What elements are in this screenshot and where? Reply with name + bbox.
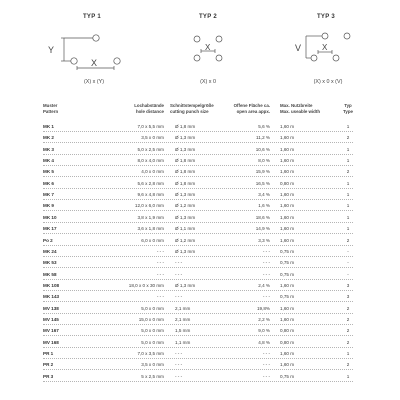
- cell-type: -: [347, 260, 349, 266]
- type-2-formula: (X) x 0: [200, 79, 216, 85]
- cell-width: 1,60 m: [280, 146, 295, 152]
- cell-type: 1: [346, 226, 350, 232]
- cell-area: 8,0 %: [258, 158, 270, 164]
- cell-area: 15,9 %: [255, 169, 270, 175]
- cell-distance: 3,8 x 1,9 mm: [137, 214, 164, 220]
- table-row: [0, 257, 400, 268]
- cell-model: MV 145: [43, 316, 59, 322]
- cell-area: - - -: [262, 294, 270, 300]
- cell-type: -: [347, 271, 349, 277]
- cell-width: 1,60 m: [280, 305, 295, 311]
- cell-punch: - - -: [175, 373, 183, 379]
- table-row: [0, 348, 400, 359]
- cell-punch: - - -: [175, 271, 183, 277]
- type-1-diagram: [44, 22, 136, 76]
- header-width: [280, 103, 320, 114]
- cell-type: 1: [346, 192, 350, 198]
- cell-type: 2: [346, 135, 350, 141]
- cell-width: 1,60 m: [280, 316, 295, 322]
- cell-type: 1: [346, 180, 350, 186]
- cell-punch: - - -: [175, 351, 183, 356]
- cell-type: 1: [346, 214, 350, 220]
- cell-width: 0,75 m: [280, 260, 295, 266]
- cell-distance: 5 x 2,5 mm: [141, 373, 164, 379]
- cell-width: 1,60 m: [280, 214, 295, 220]
- cell-distance: 3,6 x 1,8 mm: [137, 226, 164, 232]
- cell-type: 2: [346, 169, 350, 175]
- cell-punch: Ø 1,3 mm: [175, 192, 196, 198]
- cell-type: 2: [346, 316, 350, 322]
- type-1-label-x: X: [91, 58, 98, 68]
- cell-area: - - -: [262, 373, 270, 379]
- cell-width: 1,60 m: [280, 135, 295, 141]
- cell-distance: 6,0 x 0 mm: [141, 237, 164, 243]
- cell-model: MV 167: [43, 328, 59, 334]
- cell-punch: - - -: [175, 362, 183, 368]
- cell-punch: 1,1 mm: [175, 339, 191, 345]
- header-type-en: Type: [343, 108, 353, 114]
- table-row: [0, 337, 400, 348]
- type-3-diagram: [292, 22, 362, 76]
- cell-width: 0,80 m: [280, 339, 295, 345]
- type-2-label-x: X: [205, 43, 211, 52]
- cell-width: 0,75 m: [280, 373, 295, 379]
- cell-distance: 9,6 x 4,8 mm: [137, 192, 164, 198]
- cell-type: 2: [346, 339, 350, 345]
- cell-width: 0,75 m: [280, 248, 295, 254]
- cell-punch: 2,1 mm: [175, 305, 191, 311]
- cell-distance: 5,0 x 2,5 mm: [137, 146, 164, 152]
- cell-punch: Ø 1,8 mm: [175, 124, 196, 129]
- cell-area: 14,9 %: [255, 226, 270, 232]
- cell-punch: - - -: [175, 260, 183, 266]
- type-1-label-y: Y: [48, 45, 55, 55]
- cell-distance: 8,0 x 4,0 mm: [137, 158, 164, 164]
- cell-distance: 18,0 x 0 x 30 mm: [128, 282, 164, 288]
- cell-punch: Ø 1,8 mm: [175, 158, 196, 164]
- cell-type: 1: [346, 203, 350, 209]
- cell-model: MK 17: [43, 226, 57, 232]
- table-header: [0, 103, 400, 123]
- cell-area: 10,6 %: [255, 146, 270, 152]
- row-divider: [43, 381, 353, 382]
- cell-width: 0,80 m: [280, 328, 295, 334]
- cell-model: MK 58: [43, 271, 57, 277]
- type-3-label-x: X: [322, 43, 328, 52]
- cell-area: 3,4 %: [258, 192, 270, 198]
- cell-model: MK 143: [43, 294, 60, 300]
- table-row: [0, 189, 400, 200]
- header-model-en: Pattern: [43, 108, 59, 114]
- cell-model: MV 138: [43, 305, 59, 311]
- cell-model: Po 2: [43, 237, 53, 243]
- cell-distance: 4,0 x 0 mm: [141, 169, 164, 175]
- header-distance-en: hole distance: [135, 108, 164, 114]
- cell-width: 1,60 m: [280, 362, 295, 368]
- cell-model: MK 3: [43, 146, 54, 152]
- cell-area: 3,3 %: [258, 237, 270, 243]
- cell-width: 1,60 m: [280, 169, 295, 175]
- table-row: [0, 166, 400, 177]
- cell-width: 1,60 m: [280, 226, 295, 232]
- cell-width: 0,75 m: [280, 271, 295, 277]
- header-area-en: open area appx.: [236, 108, 270, 114]
- cell-area: 18,6 %: [255, 214, 270, 220]
- pattern-types: [0, 0, 400, 92]
- cell-width: 1,60 m: [280, 203, 295, 209]
- cell-width: 1,60 m: [280, 351, 295, 356]
- cell-punch: Ø 1,8 mm: [175, 169, 196, 175]
- cell-model: MK 4: [43, 158, 54, 164]
- cell-area: - - -: [262, 271, 270, 277]
- cell-model: PR 3: [43, 373, 54, 379]
- cell-area: - - -: [262, 362, 270, 368]
- cell-type: 3: [346, 282, 350, 288]
- cell-area: - - -: [262, 260, 270, 266]
- cell-punch: Ø 1,1 mm: [175, 226, 196, 232]
- type-3-title: TYP 3: [316, 14, 336, 20]
- cell-punch: 2,1 mm: [175, 316, 191, 322]
- cell-distance: 7,0 x 5,5 mm: [137, 124, 164, 129]
- cell-punch: - - -: [175, 294, 183, 300]
- type-3-formula: (X) x 0 x (V): [313, 79, 343, 85]
- header-area-de: Offene Fläche ca.: [233, 103, 270, 108]
- cell-punch: Ø 1,3 mm: [175, 146, 196, 152]
- cell-type: 3: [346, 294, 350, 300]
- cell-area: 16,5 %: [255, 180, 270, 186]
- cell-distance: - - -: [156, 260, 164, 266]
- cell-model: MK 7: [43, 192, 54, 198]
- table-row: [0, 144, 400, 155]
- cell-distance: 15,0 x 0 mm: [138, 316, 164, 322]
- cell-distance: 12,0 x 6,0 mm: [134, 203, 164, 209]
- table-row: [0, 314, 400, 325]
- cell-punch: Ø 1,3 mm: [175, 135, 196, 141]
- table-row: [0, 371, 400, 382]
- cell-area: 2,2 %: [258, 316, 270, 322]
- cell-type: 2: [346, 237, 350, 243]
- cell-width: 1,60 m: [280, 237, 295, 243]
- table-row: [0, 200, 400, 211]
- cell-width: 0,75 m: [280, 294, 295, 300]
- cell-width: 1,60 m: [280, 124, 295, 129]
- header-punch-de: Schnittstempelgröße: [170, 103, 214, 108]
- cell-type: 1: [346, 146, 350, 152]
- cell-model: MK 2: [43, 135, 54, 141]
- cell-model: MK 10: [43, 214, 57, 220]
- cell-punch: Ø 1,3 mm: [175, 282, 196, 288]
- cell-type: 2: [346, 328, 350, 334]
- cell-punch: Ø 1,2 mm: [175, 203, 196, 209]
- table-row: [0, 212, 400, 223]
- header-area: [234, 103, 270, 114]
- cell-type: 2: [346, 362, 350, 368]
- header-distance: [134, 103, 164, 114]
- cell-type: 1: [346, 373, 350, 379]
- cell-model: PR 1: [43, 351, 54, 356]
- cell-model: MK 108: [43, 282, 60, 288]
- header-width-en: Max. useable width: [280, 108, 321, 114]
- cell-distance: - - -: [156, 248, 164, 254]
- cell-type: 1: [346, 124, 350, 129]
- cell-distance: 5,0 x 0 mm: [141, 339, 164, 345]
- cell-model: PR 2: [43, 362, 54, 368]
- table-row: [0, 359, 400, 370]
- cell-area: 4,8 %: [258, 339, 270, 345]
- type-2-diagram: [182, 22, 234, 76]
- cell-distance: 7,0 x 3,5 mm: [137, 351, 164, 356]
- header-punch: [170, 103, 214, 114]
- cell-punch: Ø 1,2 mm: [175, 237, 196, 243]
- cell-distance: 3,5 x 0 mm: [141, 362, 164, 368]
- table-row: [0, 291, 400, 302]
- cell-model: MK 24: [43, 248, 57, 254]
- cell-distance: 5,0 x 0 mm: [141, 305, 164, 311]
- header-type-de: Typ: [344, 103, 352, 108]
- table-row: [0, 280, 400, 291]
- cell-width: 1,60 m: [280, 192, 295, 198]
- header-model: [43, 103, 58, 114]
- type-1-title: TYP 1: [82, 14, 102, 20]
- cell-model: MK 9: [43, 203, 54, 209]
- table-row: [0, 246, 400, 257]
- header-type: [340, 103, 356, 114]
- cell-distance: 5,0 x 0 mm: [141, 328, 164, 334]
- table-row: [0, 132, 400, 143]
- cell-model: MK 53: [43, 260, 57, 266]
- header-model-de: Muster: [43, 103, 58, 108]
- cell-punch: Ø 1,8 mm: [175, 180, 196, 186]
- cell-distance: - - -: [156, 271, 164, 277]
- cell-type: 1: [346, 158, 350, 164]
- header-punch-en: cutting punch size: [170, 108, 209, 114]
- cell-area: - - -: [262, 248, 270, 254]
- table-row: [0, 235, 400, 246]
- cell-punch: Ø 1,3 mm: [175, 214, 196, 220]
- cell-width: 0,80 m: [280, 180, 295, 186]
- header-distance-de: Lochabstände: [134, 103, 164, 108]
- cell-width: 1,60 m: [280, 282, 295, 288]
- cell-type: -: [347, 248, 349, 254]
- type-2-title: TYP 2: [198, 14, 218, 20]
- table-row: [0, 303, 400, 314]
- cell-area: 11,2 %: [256, 135, 270, 141]
- cell-distance: - - -: [156, 294, 164, 300]
- cell-distance: 3,5 x 0 mm: [141, 135, 164, 141]
- cell-area: 1,6 %: [258, 203, 270, 209]
- header-width-de: Max. Nutzbreite: [280, 103, 313, 108]
- cell-punch: 1,5 mm: [175, 328, 191, 334]
- cell-area: 5,6 %: [258, 124, 270, 129]
- table-row: [0, 223, 400, 234]
- cell-type: 1: [346, 351, 350, 356]
- cell-width: 1,60 m: [280, 158, 295, 164]
- cell-punch: Ø 1,3 mm: [175, 248, 196, 254]
- table-row: [0, 121, 400, 132]
- type-1-formula: (X) x (Y): [83, 79, 105, 85]
- type-3-label-v: V: [295, 43, 302, 53]
- cell-model: MV 168: [43, 339, 59, 345]
- cell-model: MK 5: [43, 169, 54, 175]
- cell-area: 19,8%: [256, 305, 270, 311]
- cell-area: - - -: [262, 351, 270, 356]
- table-row: [0, 269, 400, 280]
- cell-type: 2: [346, 305, 350, 311]
- cell-model: MK 1: [43, 124, 54, 129]
- cell-distance: 5,6 x 2,8 mm: [137, 180, 164, 186]
- cell-area: 2,4 %: [258, 282, 270, 288]
- cell-model: MK 6: [43, 180, 54, 186]
- table-row: [0, 178, 400, 189]
- table-row: [0, 155, 400, 166]
- cell-area: 9,0 %: [258, 328, 270, 334]
- table-row: [0, 325, 400, 336]
